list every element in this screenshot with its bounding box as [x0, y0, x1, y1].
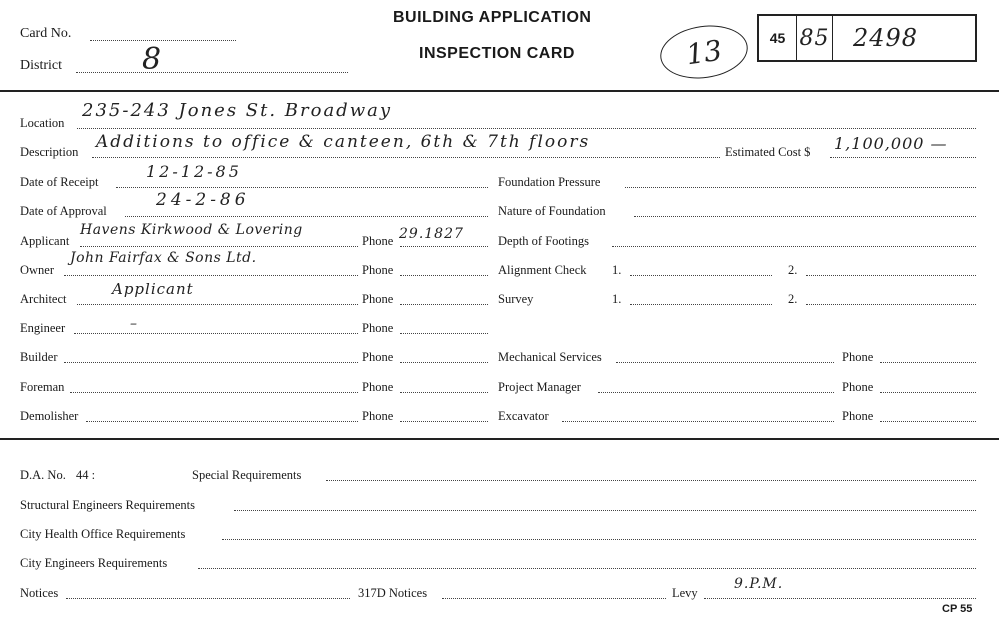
demolisher-phone-label: Phone — [362, 409, 394, 423]
city-engineers-field[interactable] — [198, 568, 976, 569]
nature-of-foundation-label: Nature of Foundation — [498, 204, 606, 218]
builder-phone-label: Phone — [362, 350, 394, 364]
alignment-check-num-1: 1. — [612, 263, 622, 277]
project-manager-label: Project Manager — [498, 380, 581, 394]
survey-field-2[interactable] — [806, 304, 976, 305]
structural-engineers-label: Structural Engineers Requirements — [20, 498, 195, 512]
date-of-receipt-label: Date of Receipt — [20, 175, 99, 189]
da-no-value: 44 : — [76, 468, 96, 482]
circled-number-value: 13 — [684, 33, 724, 71]
notices-317d-label: 317D Notices — [358, 586, 428, 600]
applicant-phone-label: Phone — [362, 234, 394, 248]
depth-of-footings-label: Depth of Footings — [498, 234, 589, 248]
reference-box-cell-1: 45 — [759, 16, 797, 60]
survey-label: Survey — [498, 292, 534, 306]
date-of-receipt-field[interactable] — [116, 187, 488, 188]
owner-phone-field[interactable] — [400, 275, 488, 276]
notices-317d-field[interactable] — [442, 598, 666, 599]
owner-field[interactable] — [64, 275, 358, 276]
project-manager-phone-label: Phone — [842, 380, 874, 394]
notices-field[interactable] — [66, 598, 350, 599]
foundation-pressure-label: Foundation Pressure — [498, 175, 601, 189]
owner-value: John Fairfax & Sons Ltd. — [70, 250, 257, 266]
form-code: CP 55 — [942, 603, 973, 615]
card-no-label: Card No. — [20, 26, 72, 41]
builder-field[interactable] — [64, 362, 358, 363]
applicant-phone-value: 29.1827 — [399, 226, 464, 242]
structural-engineers-field[interactable] — [234, 510, 976, 511]
estimated-cost-field[interactable] — [830, 157, 976, 158]
engineer-label: Engineer — [20, 321, 66, 335]
date-of-approval-field[interactable] — [125, 216, 488, 217]
builder-label: Builder — [20, 350, 58, 364]
card-no-field[interactable] — [90, 40, 236, 41]
engineer-value: – — [130, 316, 138, 332]
title-line-2: INSPECTION CARD — [419, 45, 575, 62]
foundation-pressure-field[interactable] — [625, 187, 976, 188]
title-line-1: BUILDING APPLICATION — [393, 9, 592, 26]
description-field[interactable] — [92, 157, 720, 158]
applicant-label: Applicant — [20, 234, 70, 248]
architect-phone-field[interactable] — [400, 304, 488, 305]
description-label: Description — [20, 145, 79, 159]
excavator-label: Excavator — [498, 409, 549, 423]
project-manager-phone-field[interactable] — [880, 392, 976, 393]
estimated-cost-label: Estimated Cost $ — [725, 145, 811, 159]
reference-number-box — [757, 14, 977, 62]
applicant-phone-field[interactable] — [400, 246, 488, 247]
city-engineers-label: City Engineers Requirements — [20, 556, 168, 570]
alignment-check-field-1[interactable] — [630, 275, 772, 276]
location-label: Location — [20, 116, 65, 130]
city-health-field[interactable] — [222, 539, 976, 540]
nature-of-foundation-field[interactable] — [634, 216, 976, 217]
special-requirements-label: Special Requirements — [192, 468, 302, 482]
project-manager-field[interactable] — [598, 392, 834, 393]
applicant-field[interactable] — [80, 246, 358, 247]
da-no-label: D.A. No. — [20, 468, 66, 482]
date-of-receipt-value: 12-12-85 — [146, 162, 242, 181]
levy-value: 9.P.M. — [734, 576, 784, 592]
depth-of-footings-field[interactable] — [612, 246, 976, 247]
demolisher-phone-field[interactable] — [400, 421, 488, 422]
foreman-phone-label: Phone — [362, 380, 394, 394]
mechanical-services-field[interactable] — [616, 362, 834, 363]
location-field[interactable] — [77, 128, 976, 129]
demolisher-field[interactable] — [86, 421, 358, 422]
survey-num-2: 2. — [788, 292, 798, 306]
demolisher-label: Demolisher — [20, 409, 79, 423]
builder-phone-field[interactable] — [400, 362, 488, 363]
reference-box-cell-3: 2498 — [853, 24, 919, 52]
estimated-cost-value: 1,100,000 — — [834, 134, 948, 153]
mechanical-services-phone-label: Phone — [842, 350, 874, 364]
excavator-phone-label: Phone — [842, 409, 874, 423]
engineer-phone-label: Phone — [362, 321, 394, 335]
city-health-label: City Health Office Requirements — [20, 527, 186, 541]
district-value: 8 — [142, 42, 163, 77]
applicant-value: Havens Kirkwood & Lovering — [80, 222, 303, 238]
architect-field[interactable] — [77, 304, 358, 305]
alignment-check-num-2: 2. — [788, 263, 798, 277]
mechanical-services-phone-field[interactable] — [880, 362, 976, 363]
excavator-field[interactable] — [562, 421, 834, 422]
alignment-check-field-2[interactable] — [806, 275, 976, 276]
notices-label: Notices — [20, 586, 59, 600]
reference-box-cell-2: 85 — [797, 16, 833, 60]
owner-label: Owner — [20, 263, 55, 277]
district-label: District — [20, 58, 62, 73]
alignment-check-label: Alignment Check — [498, 263, 587, 277]
special-requirements-field[interactable] — [326, 480, 976, 481]
owner-phone-label: Phone — [362, 263, 394, 277]
mechanical-services-label: Mechanical Services — [498, 350, 602, 364]
date-of-approval-value: 24-2-86 — [156, 190, 250, 210]
section-divider — [0, 438, 999, 440]
engineer-field[interactable] — [74, 333, 358, 334]
levy-field[interactable] — [704, 598, 976, 599]
engineer-phone-field[interactable] — [400, 333, 488, 334]
circled-number — [657, 20, 751, 84]
header-divider — [0, 90, 999, 92]
survey-field-1[interactable] — [630, 304, 772, 305]
description-value: Additions to office & canteen, 6th & 7th floors — [96, 132, 591, 152]
survey-num-1: 1. — [612, 292, 622, 306]
architect-phone-label: Phone — [362, 292, 394, 306]
architect-value: Applicant — [112, 280, 194, 298]
foreman-label: Foreman — [20, 380, 65, 394]
levy-label: Levy — [672, 586, 698, 600]
date-of-approval-label: Date of Approval — [20, 204, 107, 218]
excavator-phone-field[interactable] — [880, 421, 976, 422]
location-value: 235-243 Jones St. Broadway — [82, 100, 393, 121]
foreman-field[interactable] — [70, 392, 358, 393]
district-field[interactable] — [76, 72, 348, 73]
foreman-phone-field[interactable] — [400, 392, 488, 393]
architect-label: Architect — [20, 292, 67, 306]
